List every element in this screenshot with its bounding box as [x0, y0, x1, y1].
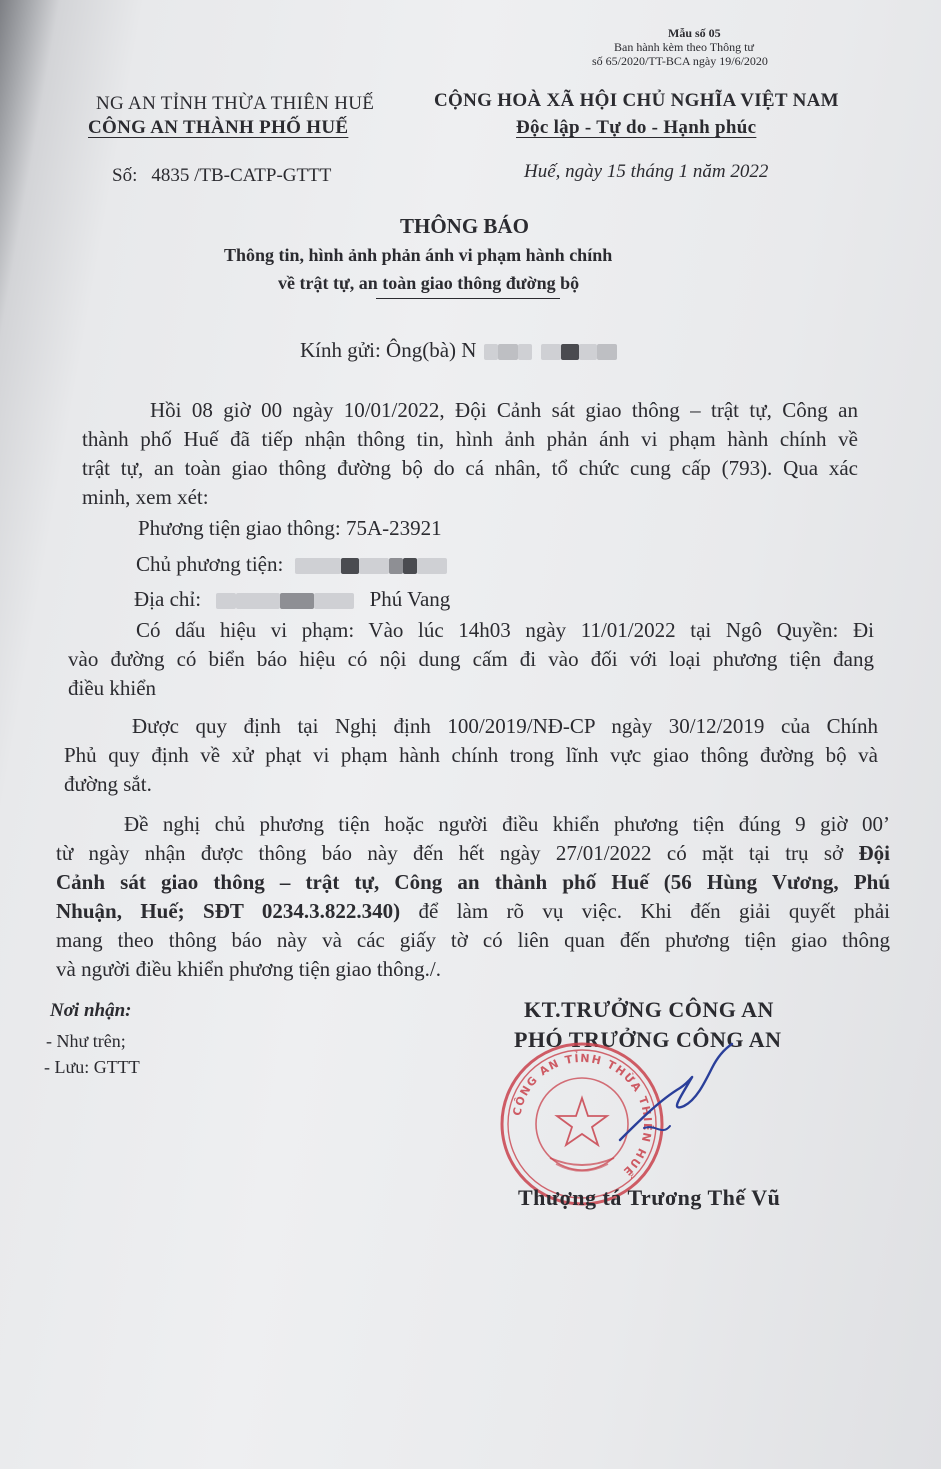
paragraph-line: Đề nghị chủ phương tiện hoặc người điều khiển phương tiện đúng 9 giờ 00’ — [124, 812, 890, 836]
paragraph-line: Hồi 08 giờ 00 ngày 10/01/2022, Đội Cảnh sát giao thông – trật tự, Công an — [150, 398, 858, 422]
document-number-label: Số: — [112, 165, 138, 186]
signer-name: Thượng tá Trương Thế Vũ — [518, 1185, 781, 1210]
recipients-label: Nơi nhận: — [50, 1000, 132, 1021]
redacted-name — [597, 344, 617, 360]
date-line: Huế, ngày 15 tháng 1 năm 2022 — [524, 161, 769, 182]
recipient-label: Kính gửi: Ông(bà) N — [300, 338, 477, 362]
request-text: từ ngày nhận được thông báo này đến hết ngày 27/01/2022 có mặt tại trụ sở — [56, 841, 859, 865]
redacted-owner — [403, 558, 417, 574]
agency-name — [88, 117, 348, 139]
paragraph-request — [56, 810, 890, 984]
redacted-owner — [295, 558, 341, 574]
recipients-item: - Như trên; — [46, 1031, 126, 1051]
paragraph-receipt — [82, 396, 858, 512]
redacted-owner — [359, 558, 389, 574]
paragraph-line: mang theo thông báo này và các giấy tờ có liên quan đến phương tiện giao thông — [56, 928, 890, 952]
redacted-address — [216, 593, 236, 609]
redacted-name — [579, 344, 597, 360]
paragraph-line: minh, xem xét: — [82, 485, 209, 509]
paragraph-line: vào đường có biển báo hiệu có nội dung cấm đi vào đối với loại phương tiện đang — [68, 647, 874, 671]
vehicle-plate: Phương tiện giao thông: 75A-23921 — [138, 516, 442, 540]
document-number-value: 4835 /TB-CATP-GTTT — [151, 165, 332, 186]
motto-text: Độc lập - Tự do - Hạnh phúc — [516, 117, 757, 138]
request-office-phone: Nhuận, Huế; SĐT 0234.3.822.340) — [56, 899, 401, 923]
redacted-owner — [417, 558, 447, 574]
form-issued-with: Ban hành kèm theo Thông tư — [614, 40, 754, 54]
owner-label: Chủ phương tiện: — [136, 552, 284, 576]
paragraph-line: đường sắt. — [64, 772, 152, 796]
paragraph-line: Được quy định tại Nghị định 100/2019/NĐ-CP ngày 30/12/2019 của Chính — [132, 714, 878, 738]
recipient-line — [300, 336, 617, 365]
agency-parent: NG AN TỈNH THỪA THIÊN HUẾ — [96, 93, 375, 114]
notice-subtitle-2: về trật tự, an toàn giao thông đường bộ — [278, 273, 580, 293]
request-office: Đội — [858, 841, 890, 865]
paragraph-line: thành phố Huế đã tiếp nhận thông tin, hình ảnh phản ánh vi phạm hành chính về — [82, 427, 858, 451]
paragraph-line: trật tự, an toàn giao thông đường bộ do cá nhân, tổ chức cung cấp (793). Qua xác — [82, 456, 858, 480]
address-tail: Phú Vang — [369, 587, 451, 611]
redacted-address — [280, 593, 314, 609]
redacted-name — [518, 344, 532, 360]
vehicle-owner — [136, 550, 447, 579]
paragraph-line — [56, 839, 890, 868]
paragraph-line: Phủ quy định về xử phạt vi phạm hành chính trong lĩnh vực giao thông đường bộ và — [64, 743, 878, 767]
redacted-name — [498, 344, 518, 360]
signature-title-1: KT.TRƯỞNG CÔNG AN — [524, 997, 774, 1022]
redacted-address — [236, 593, 280, 609]
redacted-owner — [341, 558, 359, 574]
paragraph-line: Có dấu hiệu vi phạm: Vào lúc 14h03 ngày 11/01/2022 tại Ngô Quyền: Đi — [136, 618, 874, 642]
document-number — [112, 165, 331, 187]
paragraph-violation — [68, 616, 874, 703]
recipients-item: - Lưu: GTTT — [44, 1057, 140, 1077]
redacted-name — [561, 344, 579, 360]
handwritten-signature — [600, 1040, 740, 1150]
country-name: CỘNG HOÀ XÃ HỘI CHỦ NGHĨA VIỆT NAM — [434, 90, 839, 111]
form-number: Mẫu số 05 — [668, 26, 721, 40]
paragraph-line: và người điều khiển phương tiện giao thông./. — [56, 957, 442, 981]
paragraph-line: Cảnh sát giao thông – trật tự, Công an thành phố Huế (56 Hùng Vương, Phú — [56, 870, 890, 894]
redacted-name — [484, 344, 498, 360]
address-label: Địa chỉ: — [134, 587, 202, 611]
form-circular: số 65/2020/TT-BCA ngày 19/6/2020 — [592, 54, 768, 68]
notice-subtitle-1: Thông tin, hình ảnh phản ánh vi phạm hành chính — [224, 245, 613, 265]
redacted-name — [541, 344, 561, 360]
subtitle-underline — [376, 298, 560, 299]
notice-title: THÔNG BÁO — [400, 214, 529, 238]
owner-address — [134, 585, 450, 614]
paragraph-line: điều khiển — [68, 676, 157, 700]
svg-text:CÔNG AN TỈNH THỪA THIÊN HUẾ: CÔNG AN TỈNH THỪA THIÊN HUẾ — [510, 1051, 655, 1179]
redacted-owner — [389, 558, 403, 574]
paragraph-legal-basis — [64, 712, 878, 799]
signature-title-2: PHÓ TRƯỞNG CÔNG AN — [514, 1027, 782, 1052]
redacted-address — [314, 593, 354, 609]
paragraph-line — [56, 897, 890, 926]
agency-name-text: CÔNG AN THÀNH PHỐ HUẾ — [88, 117, 349, 138]
motto — [516, 117, 756, 139]
request-text: để làm rõ vụ việc. Khi đến giải quyết phải — [400, 899, 891, 923]
